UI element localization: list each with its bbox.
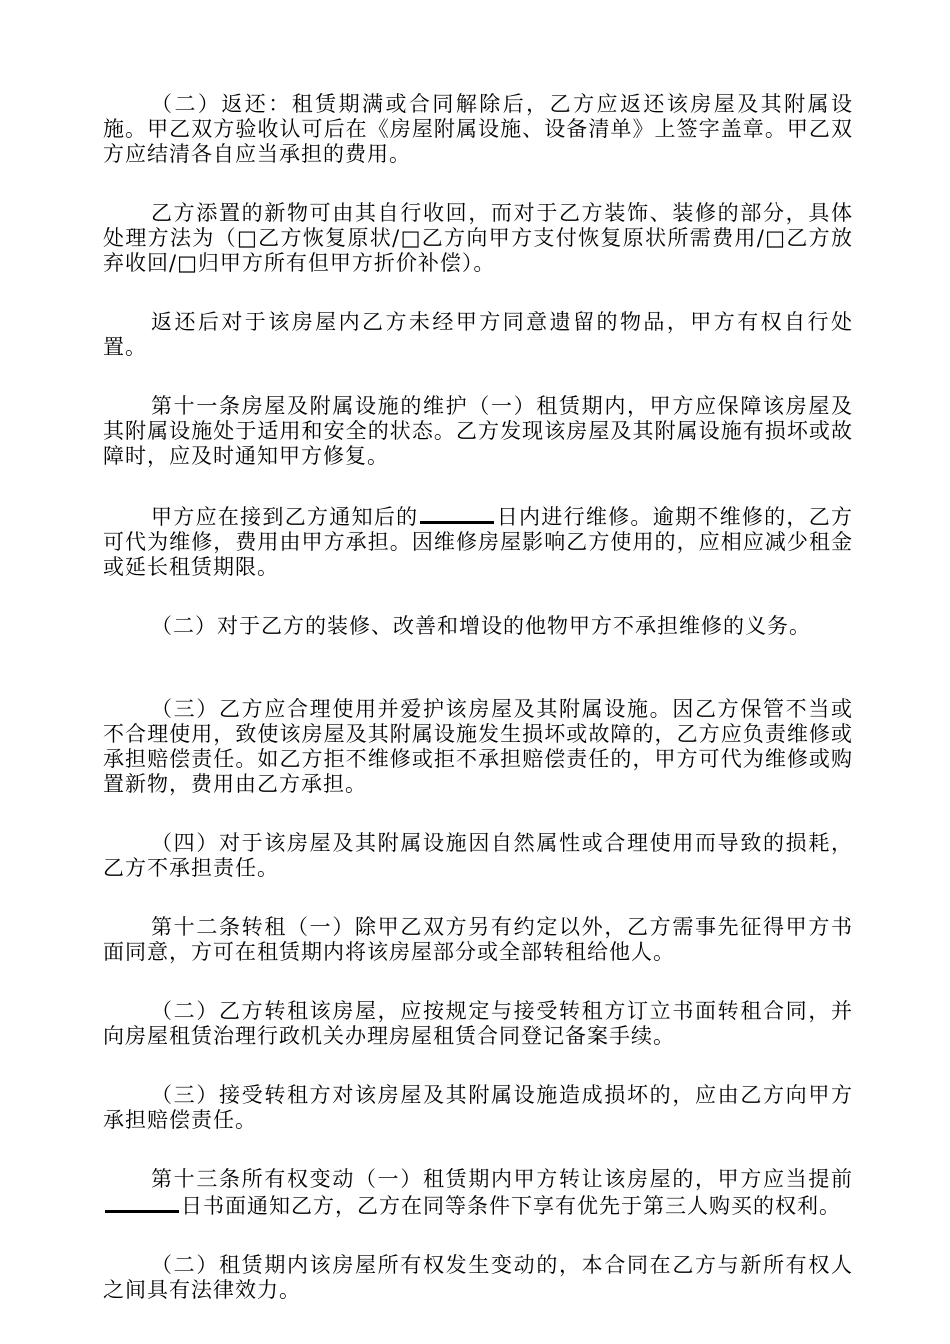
paragraph-text: （二）对于乙方的装修、改善和增设的他物甲方不承担维修的义务。 — [151, 614, 811, 638]
paragraph-article-12-3 — [103, 1083, 853, 1133]
paragraph-text: 第十三条所有权变动（一）租赁期内甲方转让该房屋的，甲方应当提前 — [151, 1167, 853, 1191]
paragraph-text: 乙方添置的新物可由其自行收回，而对于乙方装饰、装修的部分，具体处理方法为（□乙方恢复原状/□乙方向甲方支付恢复原状所需费用/□乙方放弃收回/□归甲方所有但甲方折价补偿）。 — [103, 201, 853, 275]
paragraph-left-items — [103, 310, 853, 360]
paragraph-text: 第十二条转租（一）除甲乙双方另有约定以外，乙方需事先征得甲方书面同意，方可在租赁期内将该房屋部分或全部转租给他人。 — [103, 915, 853, 964]
fill-in-blank — [105, 1192, 179, 1213]
paragraph-text: （二）返还：租赁期满或合同解除后，乙方应返还该房屋及其附属设施。甲乙双方验收认可后在《房屋附属设施、设备清单》上签字盖章。甲乙双方应结清各自应当承担的费用。 — [103, 92, 853, 166]
paragraph-added-items — [103, 201, 853, 276]
paragraph-text: 返还后对于该房屋内乙方未经甲方同意遗留的物品，甲方有权自行处置。 — [103, 310, 853, 359]
paragraph-repair-days — [103, 503, 853, 580]
paragraph-text: （三）接受转租方对该房屋及其附属设施造成损坏的，应由乙方向甲方承担赔偿责任。 — [103, 1083, 853, 1132]
paragraph-article-11-4 — [103, 831, 853, 881]
paragraph-article-12 — [103, 915, 853, 965]
fill-in-blank — [420, 503, 494, 524]
paragraph-article-13-2 — [103, 1253, 853, 1303]
paragraph-text: 日内进行维修。逾期不维修的，乙方可代为维修，费用由甲方承担。因维修房屋影响乙方使用的，应相应减少租金或延长租赁期限。 — [103, 505, 854, 579]
paragraph-text: 甲方应在接到乙方通知后的 — [151, 505, 419, 529]
paragraph-article-13 — [103, 1167, 853, 1219]
paragraph-article-12-2 — [103, 999, 853, 1049]
paragraph-text: （三）乙方应合理使用并爱护该房屋及其附属设施。因乙方保管不当或不合理使用，致使该房屋及其附属设施发生损坏或故障的，乙方应负责维修或承担赔偿责任。如乙方拒不维修或拒不承担赔偿责任的，甲方可代为维修或购置新物，费用由乙方承担。 — [103, 697, 853, 796]
paragraph-text: （四）对于该房屋及其附属设施因自然属性或合理使用而导致的损耗，乙方不承担责任。 — [103, 831, 853, 880]
paragraph-text: （二）租赁期内该房屋所有权发生变动的，本合同在乙方与新所有权人之间具有法律效力。 — [103, 1253, 853, 1302]
paragraph-text: 日书面通知乙方，乙方在同等条件下享有优先于第三人购买的权利。 — [181, 1194, 841, 1218]
paragraph-text: 第十一条房屋及附属设施的维护（一）租赁期内，甲方应保障该房屋及其附属设施处于适用和安全的状态。乙方发现该房屋及其附属设施有损坏或故障时，应及时通知甲方修复。 — [103, 394, 853, 468]
paragraph-return — [103, 92, 853, 167]
paragraph-article-11-3 — [103, 697, 853, 797]
paragraph-article-11 — [103, 394, 853, 469]
paragraph-article-11-2 — [103, 614, 853, 639]
document-page — [103, 92, 853, 1303]
paragraph-text: （二）乙方转租该房屋，应按规定与接受转租方订立书面转租合同，并向房屋租赁治理行政机关办理房屋租赁合同登记备案手续。 — [103, 999, 853, 1048]
